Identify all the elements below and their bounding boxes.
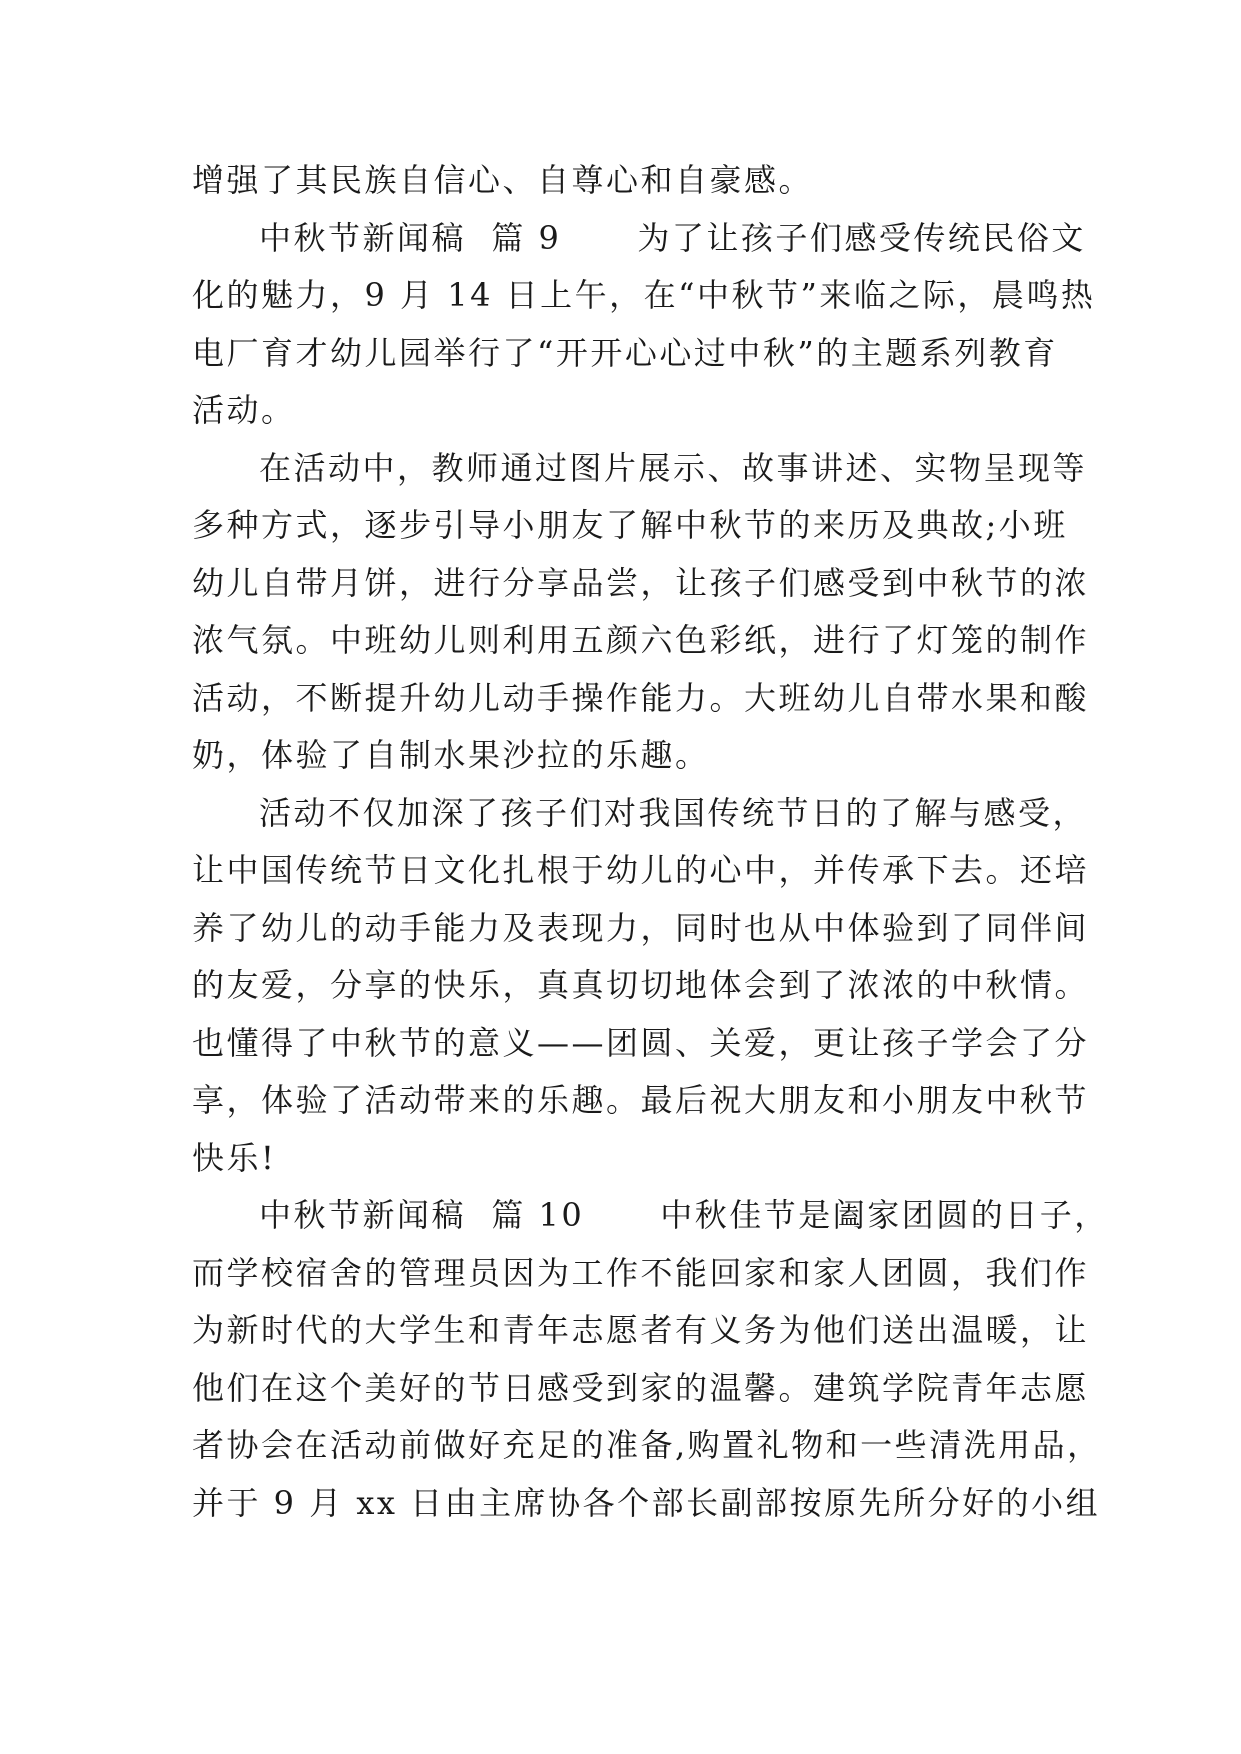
section-heading-line: 中秋节新闻稿 篇 10 中秋佳节是阖家团圆的日子， <box>259 1196 1109 1234</box>
text-line: 让中国传统节日文化扎根于幼儿的心中，并传承下去。还培 <box>192 851 1090 889</box>
text-line: 多种方式，逐步引导小朋友了解中秋节的来历及典故;小班 <box>192 506 1068 544</box>
text-line: 活动，不断提升幼儿动手操作能力。大班幼儿自带水果和酸 <box>192 678 1090 717</box>
text-line: 养了幼儿的动手能力及表现力，同时也从中体验到了同伴间 <box>192 908 1090 947</box>
text-line: 的友爱，分享的快乐，真真切切地体会到了浓浓的中秋情。 <box>192 966 1090 1004</box>
document-body <box>192 152 1109 1532</box>
text-line: 者协会在活动前做好充足的准备,购置礼物和一些清洗用品， <box>192 1426 1102 1464</box>
text-line: 而学校宿舍的管理员因为工作不能回家和家人团圆，我们作 <box>192 1253 1090 1292</box>
text-line: 增强了其民族自信心、自尊心和自豪感。 <box>192 161 814 199</box>
text-line: 浓气氛。中班幼儿则利用五颜六色彩纸，进行了灯笼的制作 <box>192 621 1090 659</box>
text-line: 化的魅力，9 月 14 日上午，在“中秋节”来临之际，晨鸣热 <box>192 276 1096 314</box>
text-line: 为新时代的大学生和青年志愿者有义务为他们送出温暖，让 <box>192 1311 1090 1349</box>
text-line: 享，体验了活动带来的乐趣。最后祝大朋友和小朋友中秋节 <box>192 1081 1090 1119</box>
text-line: 也懂得了中秋节的意义——团圆、关爱，更让孩子学会了分 <box>192 1023 1090 1062</box>
text-line: 他们在这个美好的节日感受到家的温馨。建筑学院青年志愿 <box>192 1368 1090 1407</box>
section-heading-line: 中秋节新闻稿 篇 9 为了让孩子们感受传统民俗文 <box>259 218 1086 257</box>
text-line: 电厂育才幼儿园举行了“开开心心过中秋”的主题系列教育 <box>192 333 1058 372</box>
text-line: 活动。 <box>192 391 296 429</box>
text-line: 并于 9 月 xx 日由主席协各个部长副部按原先所分好的小组 <box>192 1483 1101 1522</box>
text-line: 奶，体验了自制水果沙拉的乐趣。 <box>192 736 710 774</box>
text-line: 快乐! <box>192 1138 277 1177</box>
paragraph-first-line: 活动不仅加深了孩子们对我国传统节日的了解与感受， <box>259 793 1088 832</box>
text-line: 幼儿自带月饼，进行分享品尝，让孩子们感受到中秋节的浓 <box>192 563 1090 602</box>
paragraph-first-line: 在活动中，教师通过图片展示、故事讲述、实物呈现等 <box>259 448 1088 487</box>
